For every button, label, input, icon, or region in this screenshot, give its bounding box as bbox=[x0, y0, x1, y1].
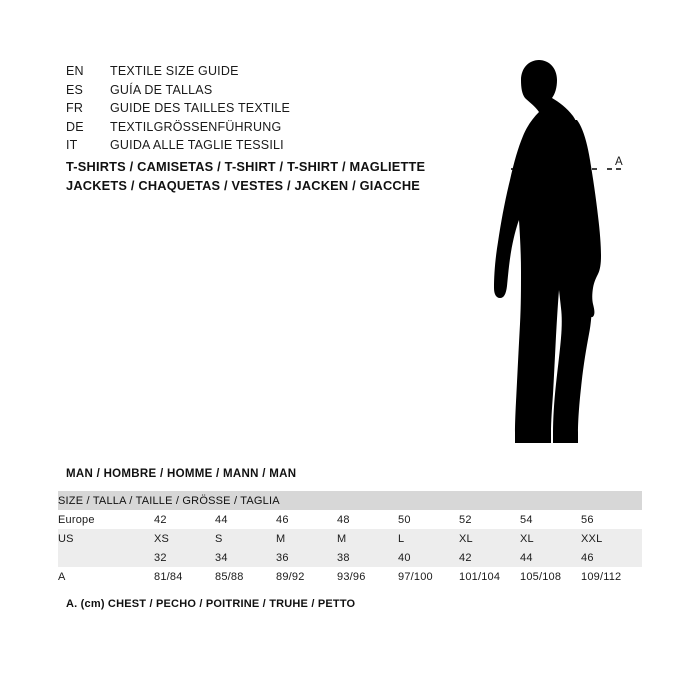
table-header-size: SIZE / TALLA / TAILLE / GRÖSSE / TAGLIA bbox=[58, 491, 642, 510]
cell-europe-8: 56 bbox=[581, 510, 642, 529]
cell-usalt-4: 38 bbox=[337, 548, 398, 567]
language-code-en: EN bbox=[66, 64, 84, 78]
cell-us-3: M bbox=[276, 529, 337, 548]
cell-usalt-3: 36 bbox=[276, 548, 337, 567]
language-code-de: DE bbox=[66, 119, 84, 134]
language-code-fr: FR bbox=[66, 101, 84, 116]
cell-us-2: S bbox=[215, 529, 276, 548]
language-text-en: TEXTILE SIZE GUIDE bbox=[110, 64, 239, 78]
table-row bbox=[58, 510, 642, 529]
language-row-it bbox=[66, 138, 426, 157]
size-table bbox=[58, 491, 642, 586]
cell-usalt-5: 40 bbox=[398, 548, 459, 567]
table-row bbox=[58, 529, 642, 548]
category-line-tshirts: T-SHIRTS / CAMISETAS / T-SHIRT / T-SHIRT / MAGLIETTE bbox=[66, 159, 426, 174]
row-label-europe: Europe bbox=[58, 510, 154, 529]
language-text-it: GUIDA ALLE TAGLIE TESSILI bbox=[110, 138, 284, 153]
cell-us-8: XXL bbox=[581, 529, 642, 548]
cell-usalt-2: 34 bbox=[215, 548, 276, 567]
measurement-footnote: A. (cm) CHEST / PECHO / POITRINE / TRUHE / PETTO bbox=[66, 598, 356, 610]
language-row-en bbox=[66, 64, 426, 83]
language-text-fr: GUIDE DES TAILLES TEXTILE bbox=[110, 101, 291, 116]
man-silhouette-figure bbox=[455, 50, 655, 450]
cell-europe-3: 46 bbox=[276, 510, 337, 529]
cell-usalt-7: 44 bbox=[520, 548, 581, 567]
cell-europe-7: 54 bbox=[520, 510, 581, 529]
measure-label-a: A bbox=[615, 156, 623, 168]
cell-a-8: 109/112 bbox=[581, 567, 642, 586]
language-text-es: GUÍA DE TALLAS bbox=[110, 82, 213, 97]
cell-usalt-8: 46 bbox=[581, 548, 642, 567]
cell-us-4: M bbox=[337, 529, 398, 548]
cell-us-1: XS bbox=[154, 529, 215, 548]
row-label-a: A bbox=[58, 567, 154, 586]
cell-us-6: XL bbox=[459, 529, 520, 548]
man-silhouette-icon bbox=[455, 50, 655, 450]
row-label-us-alt bbox=[58, 548, 154, 567]
garment-category bbox=[66, 158, 486, 195]
cell-a-3: 89/92 bbox=[276, 567, 337, 586]
chest-measure-line bbox=[509, 163, 625, 175]
row-label-us: US bbox=[58, 529, 154, 548]
language-row-fr bbox=[66, 101, 426, 120]
language-code-it: IT bbox=[66, 138, 78, 153]
language-row-es bbox=[66, 83, 426, 102]
category-line-jackets: JACKETS / CHAQUETAS / VESTES / JACKEN / GIACCHE bbox=[66, 177, 421, 193]
table-header-row bbox=[58, 491, 642, 510]
table-row bbox=[58, 548, 642, 567]
language-list bbox=[66, 64, 426, 157]
language-code-es: ES bbox=[66, 82, 84, 97]
cell-a-4: 93/96 bbox=[337, 567, 398, 586]
cell-a-6: 101/104 bbox=[459, 567, 520, 586]
cell-us-5: L bbox=[398, 529, 459, 548]
cell-europe-2: 44 bbox=[215, 510, 276, 529]
cell-a-2: 85/88 bbox=[215, 567, 276, 586]
cell-europe-4: 48 bbox=[337, 510, 398, 529]
cell-a-7: 105/108 bbox=[520, 567, 581, 586]
cell-a-5: 97/100 bbox=[398, 567, 459, 586]
cell-usalt-6: 42 bbox=[459, 548, 520, 567]
table-row bbox=[58, 567, 642, 586]
cell-us-7: XL bbox=[520, 529, 581, 548]
cell-europe-1: 42 bbox=[154, 510, 215, 529]
table-title: MAN / HOMBRE / HOMME / MANN / MAN bbox=[66, 468, 297, 480]
language-text-de: TEXTILGRÖSSENFÜHRUNG bbox=[110, 119, 282, 134]
cell-usalt-1: 32 bbox=[154, 548, 215, 567]
cell-europe-5: 50 bbox=[398, 510, 459, 529]
language-row-de bbox=[66, 120, 426, 139]
cell-a-1: 81/84 bbox=[154, 567, 215, 586]
cell-europe-6: 52 bbox=[459, 510, 520, 529]
